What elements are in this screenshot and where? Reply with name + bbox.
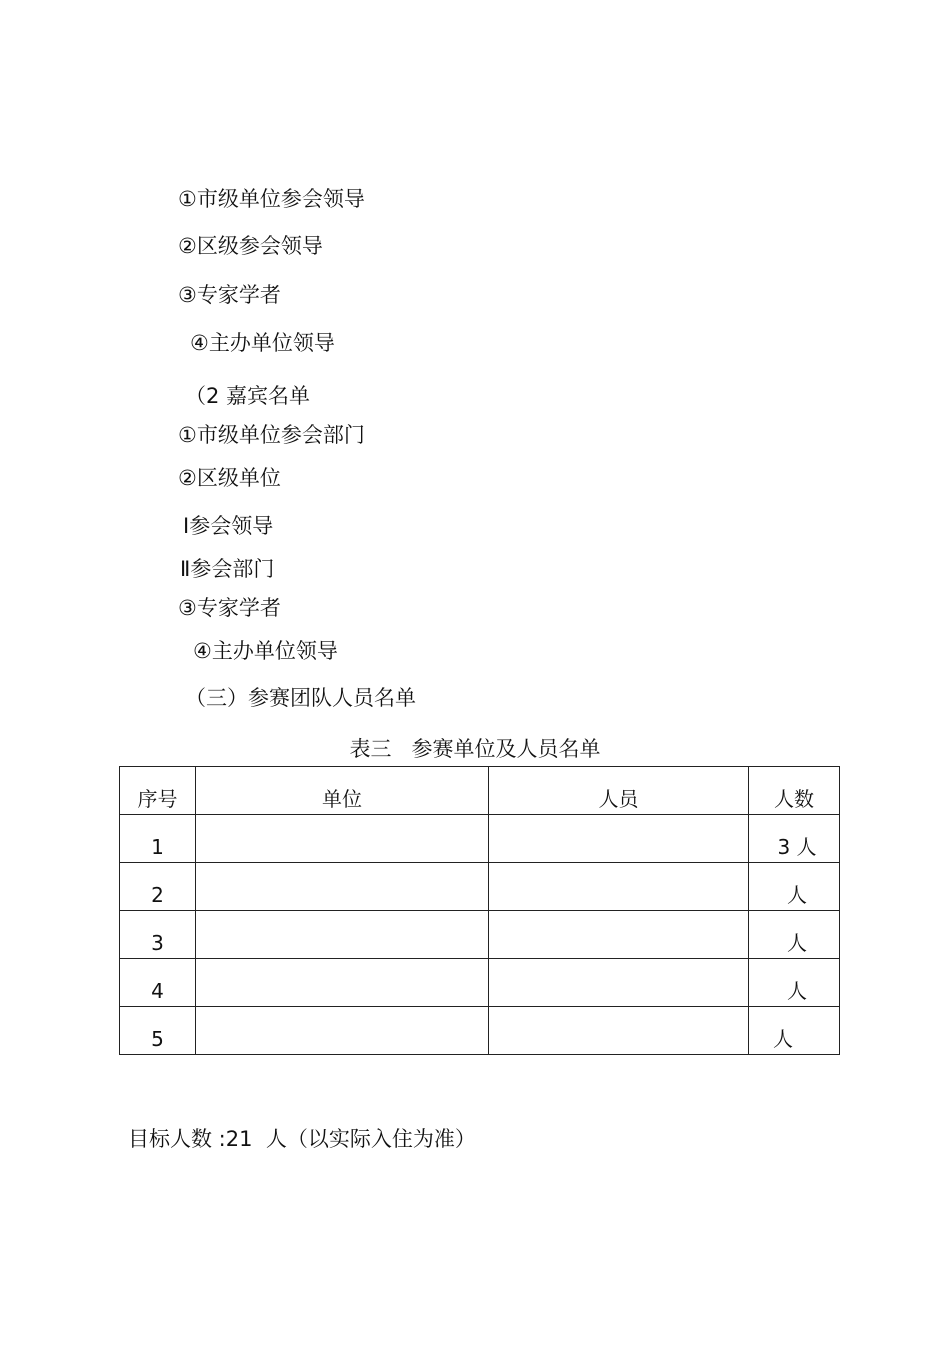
cell-people <box>489 959 749 1007</box>
cell-people <box>489 863 749 911</box>
outline-item-district-units: ②区级单位 <box>178 466 281 490</box>
outline-heading-team-roster: （三）参赛团队人员名单 <box>185 686 416 710</box>
cell-count: 人 <box>749 911 840 959</box>
outline-heading-guest-list: （2 嘉宾名单 <box>185 384 311 408</box>
header-unit: 单位 <box>196 767 489 815</box>
outline-item-district-leaders: ②区级参会领导 <box>178 234 323 258</box>
cell-no: 5 <box>120 1007 196 1055</box>
table-caption: 表三 参赛单位及人员名单 <box>349 737 601 761</box>
cell-no: 2 <box>120 863 196 911</box>
header-count: 人数 <box>749 767 840 815</box>
cell-no: 4 <box>120 959 196 1007</box>
table-row <box>120 911 840 959</box>
cell-unit <box>196 863 489 911</box>
outline-item-experts-2: ③专家学者 <box>178 596 281 620</box>
header-no: 序号 <box>120 767 196 815</box>
target-headcount: 目标人数 :21 人（以实际入住为准） <box>128 1127 476 1151</box>
cell-people <box>489 911 749 959</box>
outline-item-host-leaders-2: ④主办单位领导 <box>193 639 338 663</box>
outline-item-experts: ③专家学者 <box>178 283 281 307</box>
outline-item-city-departments: ①市级单位参会部门 <box>178 423 365 447</box>
cell-unit <box>196 815 489 863</box>
cell-count: 3 人 <box>749 815 840 863</box>
cell-people <box>489 1007 749 1055</box>
roster-table <box>119 766 840 1055</box>
outline-subitem-departments: Ⅱ参会部门 <box>180 557 275 581</box>
outline-item-city-leaders: ①市级单位参会领导 <box>178 187 365 211</box>
cell-people <box>489 815 749 863</box>
cell-count: 人 <box>749 1007 840 1055</box>
cell-unit <box>196 1007 489 1055</box>
cell-unit <box>196 911 489 959</box>
header-people: 人员 <box>489 767 749 815</box>
outline-item-host-leaders: ④主办单位领导 <box>190 331 335 355</box>
cell-count: 人 <box>749 863 840 911</box>
cell-no: 1 <box>120 815 196 863</box>
cell-no: 3 <box>120 911 196 959</box>
cell-count: 人 <box>749 959 840 1007</box>
table-row <box>120 1007 840 1055</box>
outline-subitem-leaders: Ⅰ参会领导 <box>183 514 274 538</box>
table-row <box>120 815 840 863</box>
table-row <box>120 863 840 911</box>
cell-unit <box>196 959 489 1007</box>
table-row <box>120 959 840 1007</box>
table-header-row <box>120 767 840 815</box>
